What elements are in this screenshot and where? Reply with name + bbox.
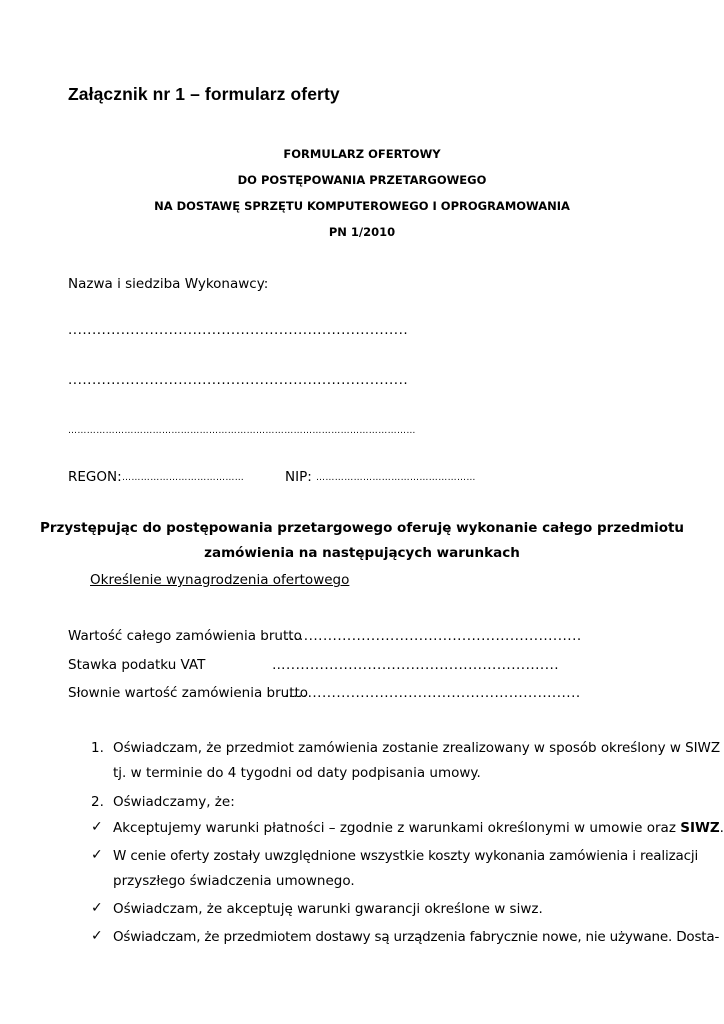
vat-rate-field[interactable]: ….........................................................: [272, 657, 560, 673]
new-equipment-statement: Oświadczam, że przedmiotem dostawy są urządzenia fabrycznie nowe, nie używane. Dosta-: [113, 929, 720, 945]
total-value-field[interactable]: …...........................................................: [285, 628, 582, 644]
regon-label: REGON:: [68, 469, 122, 485]
form-heading-line1: FORMULARZ OFERTOWY: [283, 147, 441, 161]
contractor-name-field-3[interactable]: …………………………………………………………………………………………………: [68, 426, 416, 436]
total-value-label: Wartość całego zamówienia brutto: [68, 628, 302, 644]
nip-label: NIP:: [285, 469, 312, 485]
checkmark-icon: ✓: [91, 900, 103, 916]
intro-line-1: Przystępując do postępowania przetargowego oferuję wykonanie całego przedmiotu: [39, 520, 685, 536]
contractor-name-field-2[interactable]: .......................................................................: [68, 372, 409, 388]
payment-terms-text: Akceptujemy warunki płatności – zgodnie z warunkami określonymi w umowie oraz: [113, 820, 676, 836]
value-in-words-field[interactable]: …...........................................................: [284, 685, 581, 701]
list-number-1: 1.: [91, 740, 104, 756]
intro-line-2: zamówienia na następujących warunkach: [204, 545, 520, 561]
declaration-item-1-line-2: tj. w terminie do 4 tygodni od daty podpisania umowy.: [113, 765, 481, 781]
declaration-item-1-text: Oświadczam, że przedmiot zamówienia zostanie zrealizowany w sposób określony w SIWZ: [113, 740, 721, 756]
declaration-item-1: [113, 740, 721, 756]
warranty-statement: Oświadczam, że akceptuję warunki gwarancji określone w siwz.: [113, 901, 543, 917]
attachment-title: Załącznik nr 1 – formularz oferty: [68, 84, 340, 104]
contractor-name-field-1[interactable]: .......................................................................: [68, 322, 409, 338]
payment-terms-end: .: [719, 820, 724, 836]
siwz-bold: SIWZ: [680, 820, 720, 836]
form-heading-line3: NA DOSTAWĘ SPRZĘTU KOMPUTEROWEGO I OPROGRAMOWANIA: [154, 199, 570, 213]
declaration-item-1-line-1: [113, 740, 721, 756]
regon-field[interactable]: …………………………………: [122, 473, 245, 483]
form-heading-line4: PN 1/2010: [328, 225, 396, 239]
costs-statement-line-1: W cenie oferty zostały uwzględnione wszystkie koszty wykonania zamówienia i realizacji: [113, 848, 699, 864]
list-number-2: 2.: [91, 794, 104, 810]
compensation-heading: Określenie wynagrodzenia ofertowego: [90, 572, 350, 588]
checkmark-icon: ✓: [91, 847, 103, 863]
value-in-words-label: Słownie wartość zamówienia brutto: [68, 685, 309, 701]
vat-rate-label: Stawka podatku VAT: [68, 657, 206, 673]
checkmark-icon: ✓: [91, 928, 103, 944]
costs-statement-line-2: przyszłego świadczenia umownego.: [113, 873, 355, 889]
form-heading-line2: DO POSTĘPOWANIA PRZETARGOWEGO: [237, 173, 487, 187]
declaration-item-2: Oświadczamy, że:: [113, 794, 235, 810]
checkmark-icon: ✓: [91, 819, 103, 835]
nip-field[interactable]: ……………………………………………: [316, 473, 476, 483]
payment-terms-statement: [113, 820, 724, 836]
contractor-label: Nazwa i siedziba Wykonawcy:: [68, 276, 269, 292]
